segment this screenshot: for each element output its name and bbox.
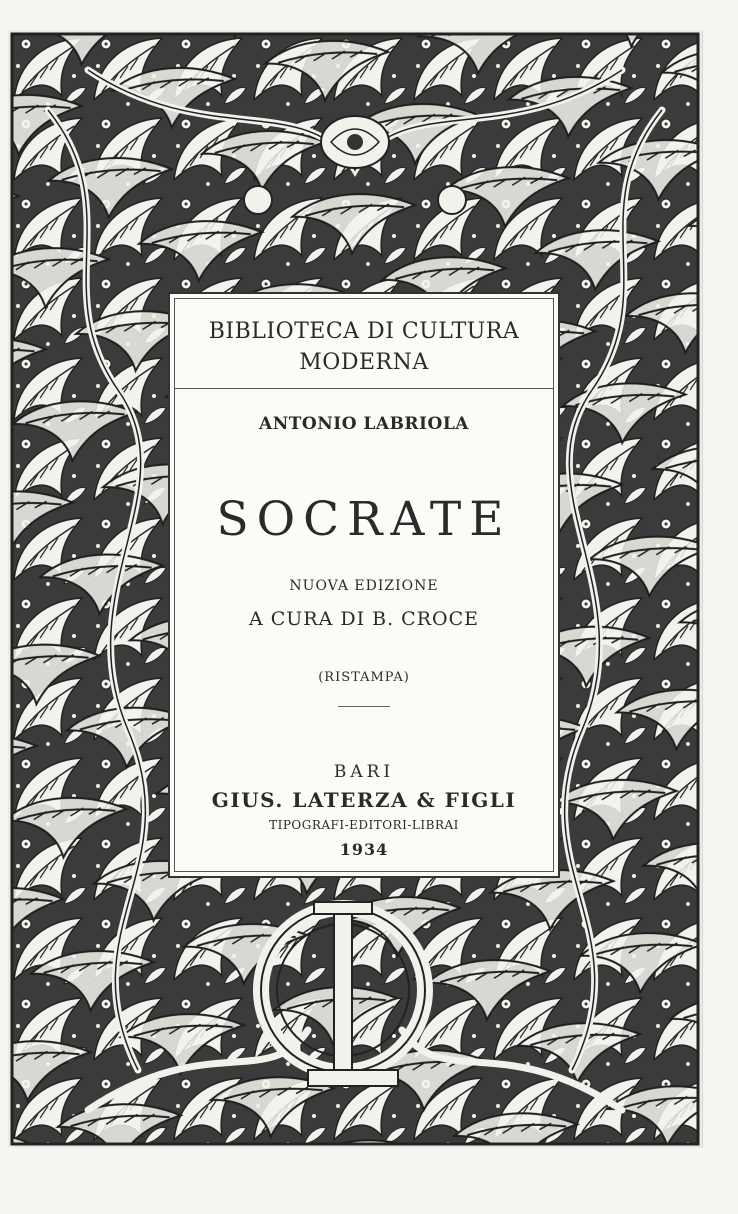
publication-year: 1934 <box>339 840 389 859</box>
divider-rule <box>174 388 554 389</box>
author-name: ANTONIO LABRIOLA <box>259 414 469 434</box>
series-title-line1: BIBLIOTECA DI CULTURA <box>208 319 520 344</box>
editor-credit: A CURA DI B. CROCE <box>248 608 480 630</box>
series-title <box>170 316 558 378</box>
series-title-line2: MODERNA <box>299 350 429 375</box>
publisher-name: GIUS. LATERZA & FIGLI <box>211 788 517 812</box>
book-cover <box>8 30 703 1148</box>
reprint-note: (RISTAMPA) <box>318 670 410 685</box>
book-title: SOCRATE <box>216 492 512 547</box>
title-panel <box>168 292 560 878</box>
small-divider <box>338 706 390 707</box>
publication-city: BARI <box>333 762 395 782</box>
publisher-trades: TIPOGRAFI-EDITORI-LIBRAI <box>269 818 459 832</box>
edition-note: NUOVA EDIZIONE <box>289 578 439 594</box>
